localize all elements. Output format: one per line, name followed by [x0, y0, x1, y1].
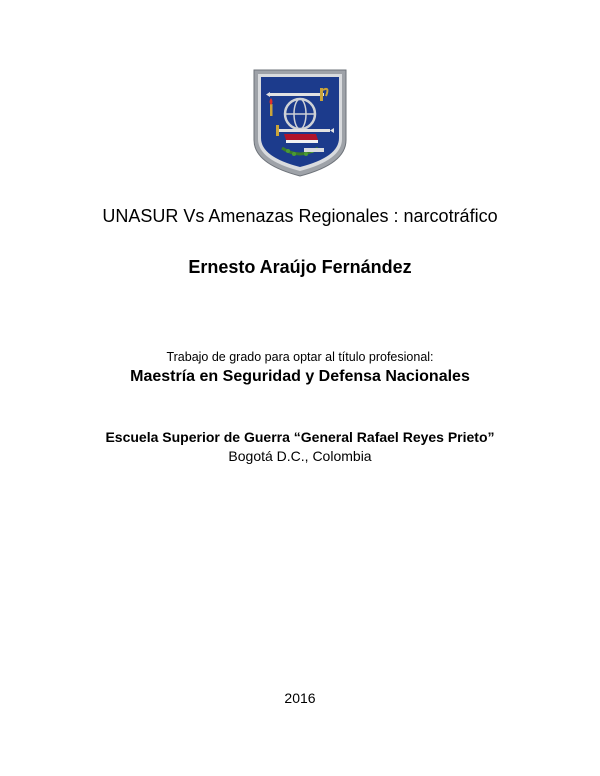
- school-crest-icon: [252, 68, 348, 178]
- thesis-purpose: Trabajo de grado para optar al título profesional:: [166, 350, 434, 364]
- city-location: Bogotá D.C., Colombia: [228, 448, 372, 464]
- document-title: UNASUR Vs Amenazas Regionales : narcotráfico: [102, 206, 498, 226]
- degree-name: Maestría en Seguridad y Defensa Nacionales: [130, 368, 470, 385]
- author-name: Ernesto Araújo Fernández: [188, 257, 412, 277]
- school-name: Escuela Superior de Guerra “General Rafael Reyes Prieto”: [105, 429, 495, 445]
- publication-year: 2016: [284, 690, 316, 706]
